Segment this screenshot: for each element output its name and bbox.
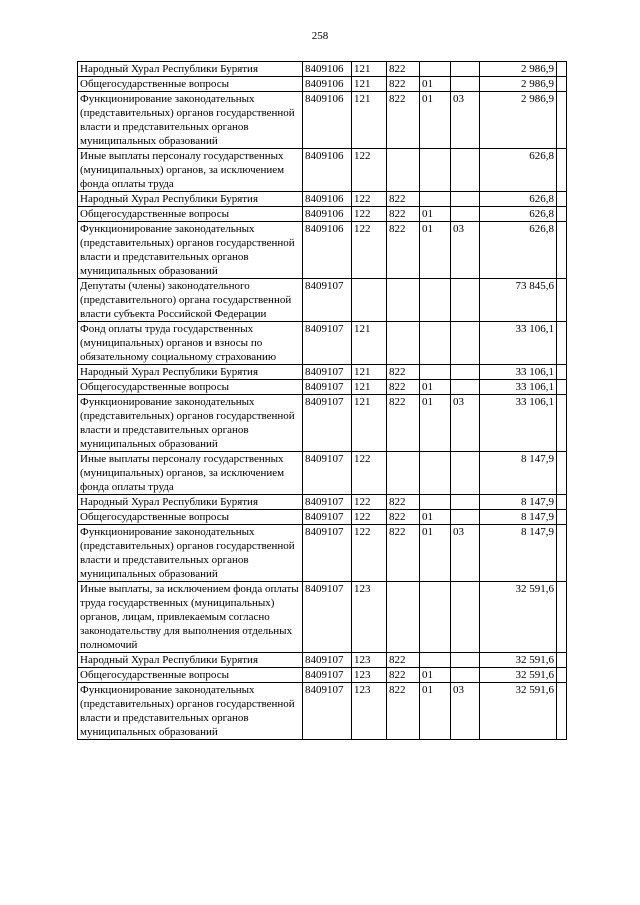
row-grbs-cell: 822 [387,683,420,740]
table-row [78,683,567,740]
table-row [78,92,567,149]
row-grbs-cell: 822 [387,192,420,207]
row-pr-cell: 03 [451,92,480,149]
row-vr-cell: 121 [352,322,387,365]
row-extra-cell [557,279,567,322]
row-extra-cell [557,149,567,192]
row-pr-cell [451,149,480,192]
row-name-cell: Народный Хурал Республики Бурятия [78,192,303,207]
table-row [78,322,567,365]
table-row [78,207,567,222]
table-row [78,222,567,279]
row-extra-cell [557,452,567,495]
row-name-cell: Функционирование законодательных (представительных) органов государственной власти и представительных органов муниципальных образований [78,683,303,740]
row-pr-cell: 03 [451,395,480,452]
row-csr-cell: 8409106 [303,192,352,207]
row-name-cell: Общегосударственные вопросы [78,668,303,683]
table-row [78,77,567,92]
row-rz-cell [420,653,451,668]
row-vr-cell: 122 [352,207,387,222]
row-vr-cell: 121 [352,395,387,452]
row-rz-cell [420,149,451,192]
row-sum-cell: 33 106,1 [480,365,557,380]
row-grbs-cell [387,149,420,192]
row-pr-cell [451,510,480,525]
row-csr-cell: 8409106 [303,77,352,92]
row-sum-cell: 2 986,9 [480,62,557,77]
row-pr-cell [451,495,480,510]
row-grbs-cell: 822 [387,525,420,582]
row-sum-cell: 33 106,1 [480,380,557,395]
table-row [78,380,567,395]
row-sum-cell: 8 147,9 [480,452,557,495]
row-vr-cell: 121 [352,77,387,92]
table-row [78,510,567,525]
row-csr-cell: 8409107 [303,395,352,452]
row-rz-cell: 01 [420,683,451,740]
row-extra-cell [557,222,567,279]
row-vr-cell [352,279,387,322]
row-grbs-cell: 822 [387,92,420,149]
row-extra-cell [557,582,567,653]
row-vr-cell: 122 [352,525,387,582]
row-vr-cell: 121 [352,62,387,77]
row-rz-cell: 01 [420,380,451,395]
row-extra-cell [557,653,567,668]
row-csr-cell: 8409107 [303,653,352,668]
row-name-cell: Иные выплаты, за исключением фонда оплаты труда государственных (муниципальных) органов, лицам, привлекаемым согласно законодательству для выполнения отдельных полномочий [78,582,303,653]
row-pr-cell: 03 [451,683,480,740]
row-name-cell: Общегосударственные вопросы [78,207,303,222]
row-sum-cell: 73 845,6 [480,279,557,322]
page-number: 258 [311,30,329,42]
row-grbs-cell [387,452,420,495]
row-vr-cell: 122 [352,222,387,279]
row-name-cell: Народный Хурал Республики Бурятия [78,653,303,668]
row-sum-cell: 32 591,6 [480,653,557,668]
row-name-cell: Функционирование законодательных (представительных) органов государственной власти и представительных органов муниципальных образований [78,222,303,279]
row-grbs-cell: 822 [387,77,420,92]
row-pr-cell [451,582,480,653]
row-grbs-cell [387,279,420,322]
row-pr-cell [451,653,480,668]
row-rz-cell: 01 [420,222,451,279]
row-csr-cell: 8409107 [303,582,352,653]
row-extra-cell [557,207,567,222]
row-grbs-cell: 822 [387,365,420,380]
row-vr-cell: 123 [352,582,387,653]
row-sum-cell: 8 147,9 [480,510,557,525]
row-extra-cell [557,365,567,380]
row-sum-cell: 8 147,9 [480,495,557,510]
row-csr-cell: 8409107 [303,668,352,683]
table-row [78,395,567,452]
row-pr-cell: 03 [451,222,480,279]
row-extra-cell [557,192,567,207]
row-sum-cell: 626,8 [480,192,557,207]
row-csr-cell: 8409107 [303,495,352,510]
row-sum-cell: 626,8 [480,149,557,192]
row-vr-cell: 122 [352,149,387,192]
row-sum-cell: 32 591,6 [480,582,557,653]
row-csr-cell: 8409107 [303,452,352,495]
row-csr-cell: 8409106 [303,222,352,279]
table-row [78,452,567,495]
row-extra-cell [557,77,567,92]
row-name-cell: Общегосударственные вопросы [78,380,303,395]
row-vr-cell: 122 [352,495,387,510]
row-extra-cell [557,525,567,582]
row-rz-cell [420,192,451,207]
row-rz-cell [420,582,451,653]
row-csr-cell: 8409107 [303,365,352,380]
row-rz-cell: 01 [420,395,451,452]
table-row [78,149,567,192]
row-csr-cell: 8409107 [303,322,352,365]
row-vr-cell: 122 [352,452,387,495]
row-vr-cell: 121 [352,92,387,149]
row-vr-cell: 123 [352,653,387,668]
row-name-cell: Иные выплаты персоналу государственных (муниципальных) органов, за исключением фонда оплаты труда [78,452,303,495]
row-name-cell: Иные выплаты персоналу государственных (муниципальных) органов, за исключением фонда оплаты труда [78,149,303,192]
row-rz-cell: 01 [420,510,451,525]
row-csr-cell: 8409107 [303,279,352,322]
row-vr-cell: 122 [352,192,387,207]
table-row [78,365,567,380]
row-csr-cell: 8409107 [303,510,352,525]
row-vr-cell: 123 [352,683,387,740]
row-pr-cell [451,62,480,77]
row-pr-cell [451,77,480,92]
row-csr-cell: 8409107 [303,380,352,395]
row-name-cell: Депутаты (члены) законодательного (представительного) органа государственной власти субъекта Российской Федерации [78,279,303,322]
row-extra-cell [557,380,567,395]
row-grbs-cell: 822 [387,222,420,279]
row-extra-cell [557,62,567,77]
row-rz-cell: 01 [420,525,451,582]
row-vr-cell: 121 [352,380,387,395]
row-name-cell: Народный Хурал Республики Бурятия [78,62,303,77]
row-csr-cell: 8409107 [303,525,352,582]
row-sum-cell: 33 106,1 [480,322,557,365]
row-rz-cell: 01 [420,207,451,222]
row-grbs-cell [387,582,420,653]
table-row [78,582,567,653]
row-csr-cell: 8409106 [303,92,352,149]
row-vr-cell: 122 [352,510,387,525]
row-pr-cell [451,668,480,683]
row-name-cell: Фонд оплаты труда государственных (муниципальных) органов и взносы по обязательному социальному страхованию [78,322,303,365]
row-pr-cell [451,192,480,207]
row-pr-cell: 03 [451,525,480,582]
row-sum-cell: 32 591,6 [480,668,557,683]
row-csr-cell: 8409106 [303,207,352,222]
table-row [78,653,567,668]
row-sum-cell: 626,8 [480,222,557,279]
row-rz-cell [420,322,451,365]
table-row [78,279,567,322]
row-extra-cell [557,668,567,683]
row-grbs-cell: 822 [387,653,420,668]
row-extra-cell [557,395,567,452]
budget-table [77,61,567,740]
row-rz-cell [420,365,451,380]
row-csr-cell: 8409106 [303,62,352,77]
row-extra-cell [557,683,567,740]
row-vr-cell: 123 [352,668,387,683]
table-body [78,62,567,740]
row-rz-cell: 01 [420,77,451,92]
row-grbs-cell: 822 [387,380,420,395]
row-grbs-cell: 822 [387,495,420,510]
row-name-cell: Общегосударственные вопросы [78,77,303,92]
table-row [78,495,567,510]
row-rz-cell [420,495,451,510]
row-grbs-cell: 822 [387,207,420,222]
row-rz-cell [420,279,451,322]
row-rz-cell: 01 [420,668,451,683]
row-extra-cell [557,495,567,510]
row-pr-cell [451,322,480,365]
row-pr-cell [451,207,480,222]
row-grbs-cell: 822 [387,395,420,452]
row-extra-cell [557,322,567,365]
row-grbs-cell: 822 [387,62,420,77]
row-rz-cell [420,452,451,495]
row-sum-cell: 8 147,9 [480,525,557,582]
row-name-cell: Функционирование законодательных (представительных) органов государственной власти и представительных органов муниципальных образований [78,525,303,582]
row-pr-cell [451,452,480,495]
row-sum-cell: 2 986,9 [480,92,557,149]
row-name-cell: Общегосударственные вопросы [78,510,303,525]
row-name-cell: Функционирование законодательных (представительных) органов государственной власти и представительных органов муниципальных образований [78,92,303,149]
row-sum-cell: 2 986,9 [480,77,557,92]
table-row [78,525,567,582]
row-pr-cell [451,365,480,380]
row-grbs-cell: 822 [387,668,420,683]
row-rz-cell [420,62,451,77]
table-row [78,192,567,207]
table-row [78,668,567,683]
row-name-cell: Народный Хурал Республики Бурятия [78,495,303,510]
row-csr-cell: 8409106 [303,149,352,192]
row-extra-cell [557,510,567,525]
row-sum-cell: 626,8 [480,207,557,222]
row-pr-cell [451,279,480,322]
row-pr-cell [451,380,480,395]
row-name-cell: Народный Хурал Республики Бурятия [78,365,303,380]
row-vr-cell: 121 [352,365,387,380]
row-csr-cell: 8409107 [303,683,352,740]
row-sum-cell: 32 591,6 [480,683,557,740]
row-sum-cell: 33 106,1 [480,395,557,452]
row-grbs-cell [387,322,420,365]
row-name-cell: Функционирование законодательных (представительных) органов государственной власти и представительных органов муниципальных образований [78,395,303,452]
row-extra-cell [557,92,567,149]
row-grbs-cell: 822 [387,510,420,525]
table-row [78,62,567,77]
row-rz-cell: 01 [420,92,451,149]
